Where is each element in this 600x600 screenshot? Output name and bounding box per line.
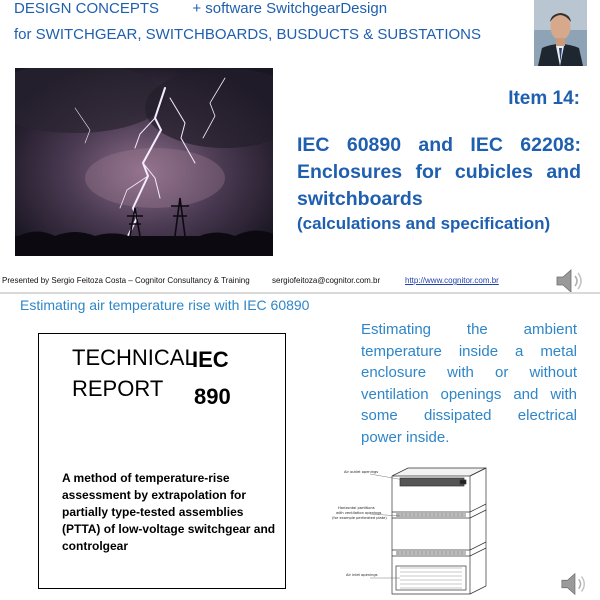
slide-title: IEC 60890 and IEC 62208: Enclosures for cubicles and switchboards [297, 134, 581, 210]
report-type-line1: TECHNICAL [72, 345, 197, 370]
slide-divider [0, 292, 600, 294]
slide-subtitle: (calculations and specification) [297, 214, 551, 233]
item-number: Item 14: [508, 88, 580, 109]
footer-email: sergiofeitoza@cognitor.com.br [272, 276, 381, 285]
report-description: A method of temperature-rise assessment by extrapolation for partially type-tested assemblies (PTTA) of low-voltage switchgear and controlgear [62, 471, 276, 553]
label-air-outlet: Air outlet openings [344, 470, 379, 474]
footer [2, 276, 499, 285]
label-partitions-1: Horizontal partitions [338, 506, 375, 510]
label-partitions-2: with ventilation openings [336, 511, 382, 515]
presenter-photo [534, 0, 587, 66]
speaker-icon[interactable] [558, 570, 590, 598]
label-partitions-3: (for example perforated plate) [332, 516, 387, 520]
label-air-inlet: Air inlet openings [346, 573, 378, 577]
footer-presenter: Presented by Sergio Feitoza Costa – Cognitor Consultancy & Training [2, 276, 250, 285]
technical-report-cover [38, 333, 286, 589]
report-type-line2: REPORT [72, 376, 164, 401]
report-number: 890 [194, 384, 231, 409]
slide2-title: Estimating air temperature rise with IEC 60890 [20, 297, 310, 313]
footer-link[interactable]: http://www.cognitor.com.br [405, 276, 499, 285]
lightning-storm-photo [15, 68, 273, 256]
title-slide [0, 0, 600, 292]
enclosure-ventilation-diagram [330, 466, 500, 598]
header-line-2: for SWITCHGEAR, SWITCHBOARDS, BUSDUCTS & SUBSTATIONS [14, 26, 481, 43]
report-standard: IEC [192, 347, 229, 372]
header-line-1: DESIGN CONCEPTS + software SwitchgearDesign [14, 0, 388, 17]
estimation-description: Estimating the ambient temperature inside a metal enclosure with or without ventilation openings and with some dissipated electrical power inside. [361, 321, 577, 446]
